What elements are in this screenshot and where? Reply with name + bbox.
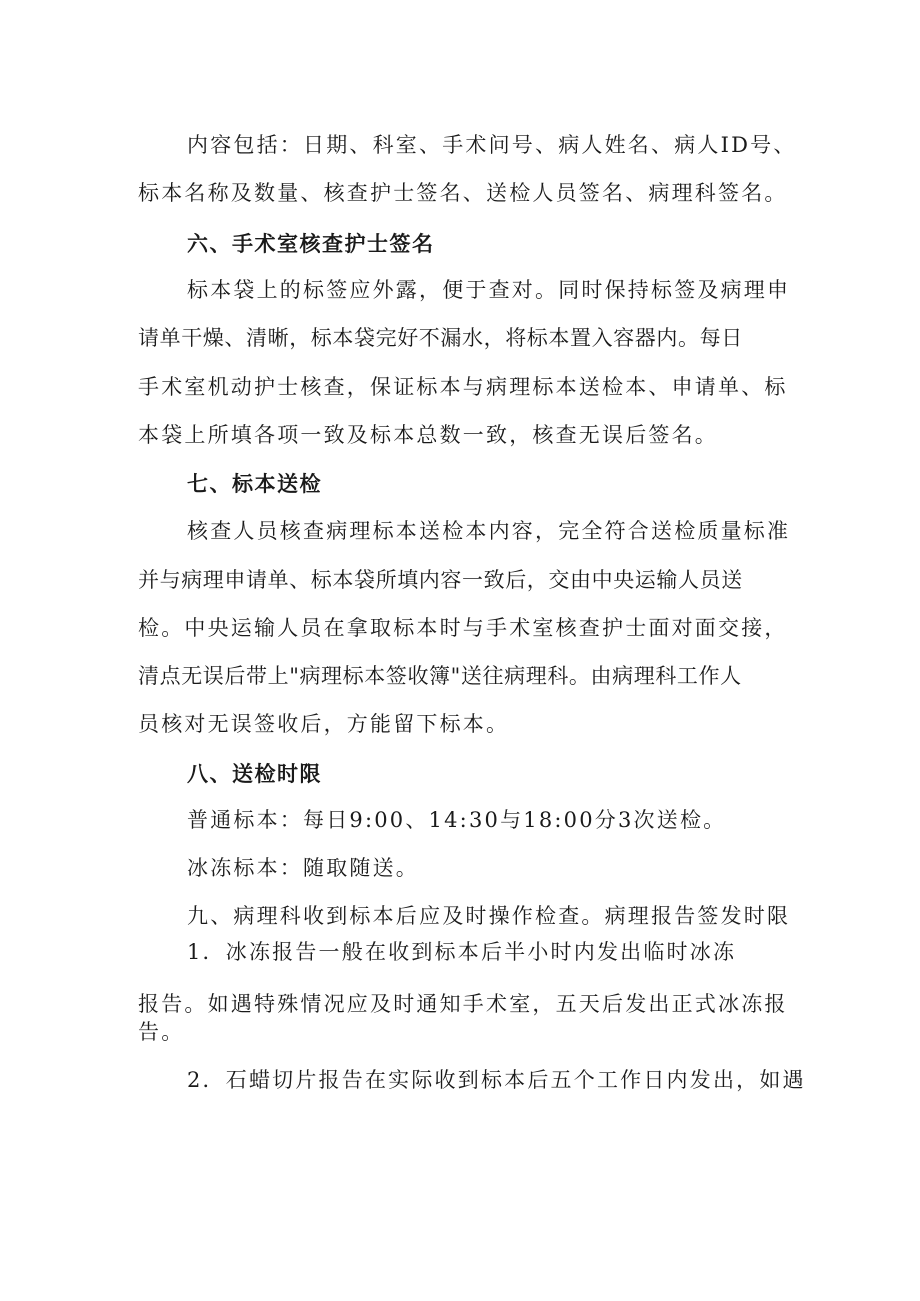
paragraph-line: 报告。如遇特殊情况应及时通知手术室，五天后发出正式冰冻报 <box>138 992 788 1016</box>
paragraph-line: 员核对无误签收后，方能留下标本。 <box>138 712 510 736</box>
paragraph-line: 本袋上所填各项一致及标本总数一致，核查无误后签名。 <box>138 423 718 447</box>
paragraph-line: 检。中央运输人员在拿取标本时与手术室核查护士面对面交接， <box>138 616 788 640</box>
paragraph-line: 内容包括：日期、科室、手术问号、病人姓名、病人ID号、 <box>187 133 797 157</box>
section-heading-8: 八、送检时限 <box>187 762 322 786</box>
section-heading-6: 六、手术室核查护士签名 <box>187 232 435 256</box>
paragraph-line: 冰冻标本：随取随送。 <box>187 856 419 880</box>
paragraph-line: 请单干燥、清晰，标本袋完好不漏水，将标本置入容器内。每日 <box>138 326 743 350</box>
paragraph-line: 清点无误后带上"病理标本签收簿"送往病理科。由病理科工作人 <box>138 664 742 688</box>
paragraph-line: 标本名称及数量、核查护士签名、送检人员签名、病理科签名。 <box>138 181 788 205</box>
paragraph-line: 核查人员核查病理标本送检本内容，完全符合送检质量标准 <box>187 519 791 543</box>
section-heading-7: 七、标本送检 <box>187 472 322 496</box>
paragraph-line: 告。 <box>138 1020 185 1044</box>
paragraph-line: 并与病理申请单、标本袋所填内容一致后，交由中央运输人员送 <box>138 568 743 592</box>
paragraph-line: 普通标本：每日9:00、14:30与18:00分3次送检。 <box>187 808 727 832</box>
paragraph-line: 2．石蜡切片报告在实际收到标本后五个工作日内发出，如遇 <box>187 1068 806 1092</box>
section-heading-9: 九、病理科收到标本后应及时操作检查。病理报告签发时限 <box>187 904 791 928</box>
paragraph-line: 标本袋上的标签应外露，便于查对。同时保持标签及病理申 <box>187 278 791 302</box>
paragraph-line: 1．冰冻报告一般在收到标本后半小时内发出临时冰冻 <box>187 940 737 964</box>
paragraph-line: 手术室机动护士核查，保证标本与病理标本送检本、申请单、标 <box>138 375 788 399</box>
